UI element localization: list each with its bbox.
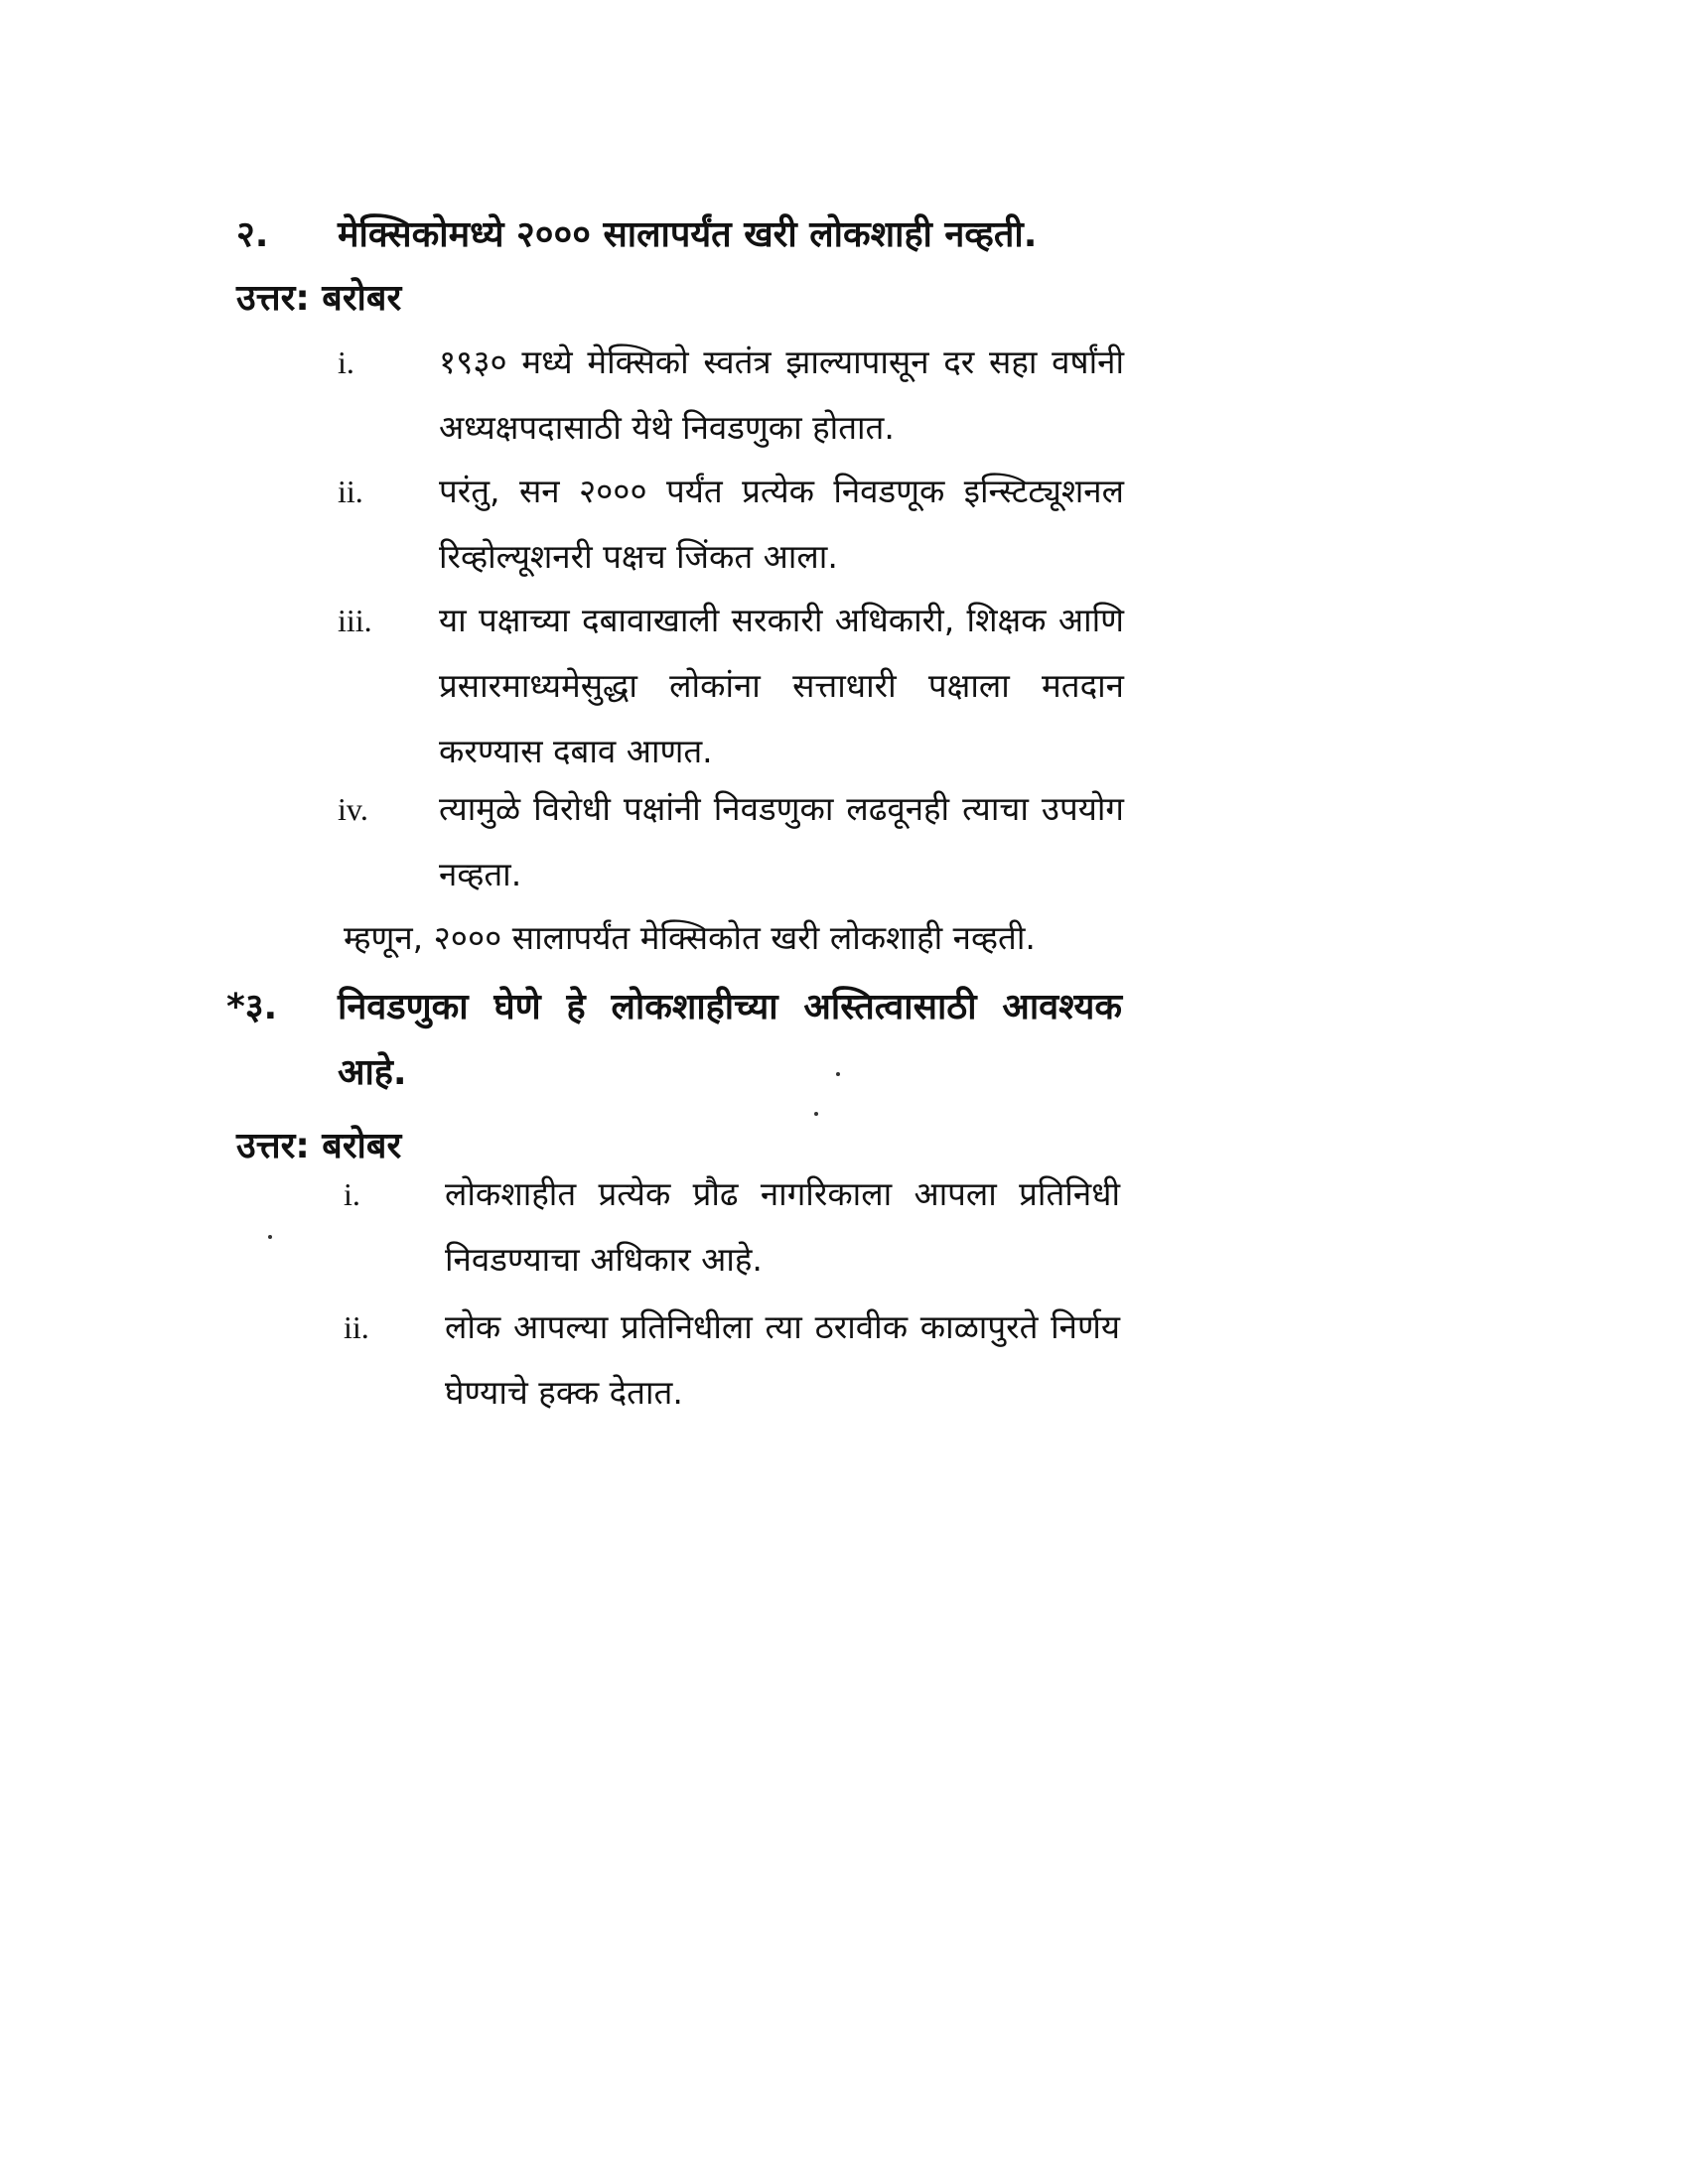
- point-number: ii.: [338, 474, 363, 509]
- question-number: २.: [236, 214, 269, 255]
- scan-speck: [836, 1072, 840, 1076]
- question-number: *३.: [226, 987, 278, 1027]
- question-statement: मेक्सिकोमध्ये २००० सालापर्यंत खरी लोकशाही नव्हती.: [338, 214, 1038, 255]
- answer-label: उत्तर:: [236, 278, 310, 319]
- answer-value: बरोबर: [322, 278, 402, 319]
- point-text: लोक आपल्या प्रतिनिधीला त्या ठरावीक काळापुरते निर्णय घेण्याचे हक्क देतात.: [445, 1307, 1120, 1412]
- answer-line: [236, 1114, 401, 1179]
- point-text: परंतु, सन २००० पर्यंत प्रत्येक निवडणूक इन्स्टिट्यूशनल रिव्होल्यूशनरी पक्षच जिंकत आला.: [439, 472, 1124, 576]
- answer-line: [236, 266, 401, 332]
- point-text: त्यामुळे विरोधी पक्षांनी निवडणुका लढवूनही त्याचा उपयोग नव्हता.: [439, 789, 1124, 893]
- point-text: १९३० मध्ये मेक्सिको स्वतंत्र झाल्यापासून दर सहा वर्षांनी अध्यक्षपदासाठी येथे निवडणुका होतात.: [439, 342, 1124, 447]
- answer-label: उत्तर:: [236, 1126, 310, 1166]
- conclusion-text: म्हणून, २००० सालापर्यंत मेक्सिकोत खरी लोकशाही नव्हती.: [344, 918, 1036, 957]
- point-number: iv.: [338, 791, 368, 827]
- point-text: लोकशाहीत प्रत्येक प्रौढ नागरिकाला आपला प्रतिनिधी निवडण्याचा अधिकार आहे.: [445, 1174, 1120, 1279]
- question-statement: निवडणुका घेणे हे लोकशाहीच्या अस्तित्वासाठी आवश्यक आहे.: [338, 987, 1122, 1093]
- scan-speck: [268, 1235, 272, 1239]
- point-number: i.: [344, 1176, 360, 1212]
- point-number: i.: [338, 344, 354, 380]
- point-text: या पक्षाच्या दबावाखाली सरकारी अधिकारी, शिक्षक आणि प्रसारमाध्यमेसुद्धा लोकांना सत्ताधारी पक्षाला मतदान करण्यास दबाव आणत.: [439, 601, 1124, 770]
- answer-value: बरोबर: [322, 1126, 402, 1166]
- point-number: iii.: [338, 603, 372, 638]
- point-number: ii.: [344, 1309, 369, 1345]
- scan-speck: [814, 1112, 818, 1116]
